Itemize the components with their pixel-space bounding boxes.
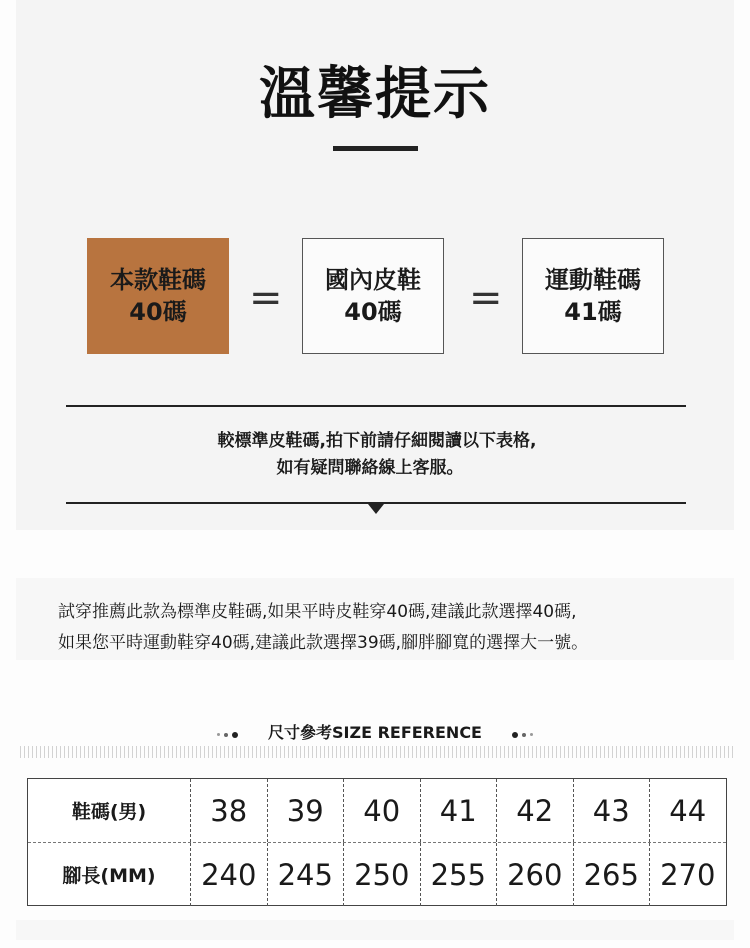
notice-text [0, 428, 750, 482]
table-cell: 42 [496, 779, 573, 842]
sports-size-value: 41碼 [564, 298, 622, 326]
table-cell: 40 [343, 779, 420, 842]
down-arrow-icon [368, 504, 384, 514]
notice-top-rule [66, 405, 686, 407]
foot-length-label: 腳長(MM) [62, 865, 156, 887]
tip-line-1: 試穿推薦此款為標準皮鞋碼,如果平時皮鞋穿40碼,建議此款選擇40碼, [58, 602, 577, 622]
brand-size-box [87, 238, 229, 354]
bottom-band [16, 920, 734, 940]
table-cell: 245 [267, 843, 344, 906]
table-cell: 250 [343, 843, 420, 906]
brand-size-label: 本款鞋碼 [110, 266, 206, 294]
size-reference-title: 尺寸參考SIZE REFERENCE [267, 723, 482, 742]
size-reference-heading [0, 720, 750, 743]
shoe-size-label: 鞋碼(男) [71, 801, 147, 823]
title-underline [333, 146, 418, 151]
equals-sign-2: = [469, 275, 503, 321]
table-cell: 39 [267, 779, 344, 842]
size-tip [58, 597, 588, 659]
page-title: 溫馨提示 [259, 62, 491, 127]
table-cell: 270 [649, 843, 726, 906]
left-dots-icon [215, 724, 240, 743]
equals-sign-1: = [249, 275, 283, 321]
table-cell: 260 [496, 843, 573, 906]
domestic-size-value: 40碼 [344, 298, 402, 326]
table-cell: 265 [573, 843, 650, 906]
table-cell: 44 [649, 779, 726, 842]
table-cell: 43 [573, 779, 650, 842]
brand-size-value: 40碼 [129, 298, 187, 326]
ruler-strip [20, 746, 734, 758]
table-cell: 41 [420, 779, 497, 842]
table-row [28, 843, 726, 906]
table-cell: 38 [190, 779, 267, 842]
tip-line-2: 如果您平時運動鞋穿40碼,建議此款選擇39碼,腳胖腳寬的選擇大一號。 [58, 633, 589, 653]
notice-line-2: 如有疑問聯絡線上客服。 [276, 458, 464, 478]
domestic-size-box [302, 238, 444, 354]
sports-size-box [522, 238, 664, 354]
domestic-size-label: 國內皮鞋 [325, 266, 421, 294]
table-cell: 255 [420, 843, 497, 906]
notice-line-1: 較標準皮鞋碼,拍下前請仔細閱讀以下表格, [217, 431, 537, 451]
sports-size-label: 運動鞋碼 [545, 266, 641, 294]
size-table [27, 778, 727, 906]
table-cell: 240 [190, 843, 267, 906]
right-dots-icon [510, 724, 535, 743]
table-row [28, 779, 726, 842]
